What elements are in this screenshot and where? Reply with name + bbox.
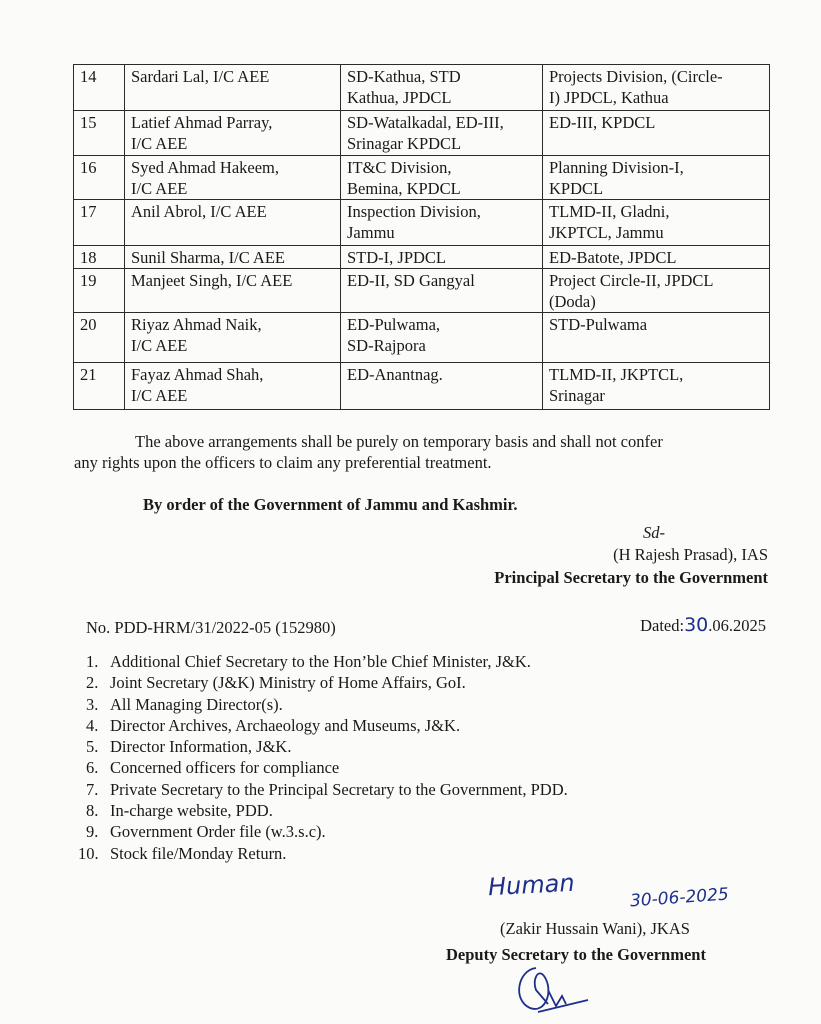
posted-to-cell-line: ED-III, KPDCL [549, 113, 656, 132]
table-row [74, 65, 770, 111]
posted-to-cell-line: TLMD-II, JKPTCL, [549, 365, 684, 384]
copy-to-list [78, 651, 568, 864]
reference-number: No. PDD-HRM/31/2022-05 (152980) [86, 618, 336, 637]
list-item-number: 8. [86, 801, 99, 821]
posted-to-cell-line: ED-Batote, JPDCL [549, 248, 677, 267]
table-row [74, 269, 770, 313]
sd-mark: Sd- [643, 523, 665, 542]
posted-from-cell-line: SD-Rajpora [347, 336, 426, 355]
officer-name-cell [125, 65, 341, 111]
serial-number-cell [74, 363, 125, 410]
list-item [78, 843, 568, 864]
list-item-number: 4. [86, 715, 99, 735]
officer-name-cell-line: Latief Ahmad Parray, [131, 113, 273, 132]
serial-number-cell [74, 111, 125, 156]
list-item [86, 757, 568, 778]
officer-name-cell-line: Fayaz Ahmad Shah, [131, 365, 264, 384]
officer-name-cell [125, 246, 341, 269]
list-item-number: 7. [86, 779, 99, 799]
transfer-table [73, 64, 770, 410]
paragraph-line-2: any rights upon the officers to claim any preferential treatment. [74, 453, 492, 472]
posted-to-cell-line: STD-Pulwama [549, 315, 648, 334]
list-item [86, 736, 568, 757]
posted-to-cell-line: Project Circle-II, JPDCL [549, 271, 714, 290]
posted-from-cell-line: IT&C Division, [347, 158, 452, 177]
serial-number-cell-line: 21 [80, 365, 97, 384]
dated-handwritten-day: 30 [684, 614, 709, 636]
serial-number-cell-line: 19 [80, 271, 97, 290]
list-item [86, 672, 568, 693]
dated-line [640, 614, 766, 637]
posted-from-cell-line: Inspection Division, [347, 202, 481, 221]
officer-name-cell [125, 111, 341, 156]
officer-name-cell-line: I/C AEE [131, 179, 188, 198]
posted-from-cell [341, 200, 543, 246]
posted-to-cell-line: I) JPDCL, Kathua [549, 88, 669, 107]
serial-number-cell-line: 15 [80, 113, 97, 132]
posted-from-cell [341, 363, 543, 410]
posted-to-cell [543, 156, 770, 200]
officer-name-cell [125, 313, 341, 363]
handwritten-signature: Human [487, 868, 576, 902]
officer-name-cell-line: I/C AEE [131, 386, 188, 405]
paragraph-line-1: The above arrangements shall be purely on temporary basis and shall not confer [135, 432, 663, 451]
posted-to-cell [543, 111, 770, 156]
posted-from-cell-line: Bemina, KPDCL [347, 179, 461, 198]
list-item-text: Director Archives, Archaeology and Museums, J&K. [110, 715, 461, 735]
serial-number-cell [74, 65, 125, 111]
table-row [74, 111, 770, 156]
serial-number-cell [74, 200, 125, 246]
serial-number-cell [74, 313, 125, 363]
dated-label: Dated: [640, 616, 685, 635]
posted-from-cell-line: Kathua, JPDCL [347, 88, 452, 107]
list-item-number: 2. [86, 673, 99, 693]
posted-to-cell-line: Planning Division-I, [549, 158, 684, 177]
posted-to-cell-line: JKPTCL, Jammu [549, 223, 664, 242]
list-item-number: 10. [78, 843, 99, 863]
serial-number-cell [74, 156, 125, 200]
list-item-text: Stock file/Monday Return. [110, 843, 287, 863]
table-row [74, 313, 770, 363]
handwritten-date: 30-06-2025 [629, 884, 730, 912]
posted-to-cell-line: (Doda) [549, 292, 596, 311]
posted-to-cell [543, 65, 770, 111]
posted-from-cell-line: ED-Anantnag. [347, 365, 443, 384]
serial-number-cell-line: 18 [80, 248, 97, 267]
posted-from-cell-line: SD-Watalkadal, ED-III, [347, 113, 504, 132]
posted-from-cell [341, 111, 543, 156]
order-line: By order of the Government of Jammu and Kashmir. [143, 495, 518, 514]
posted-to-cell-line: TLMD-II, Gladni, [549, 202, 670, 221]
posted-to-cell [543, 313, 770, 363]
list-item [86, 779, 568, 800]
list-item-text: Joint Secretary (J&K) Ministry of Home Affairs, GoI. [110, 673, 466, 693]
list-item-number: 1. [86, 652, 99, 671]
serial-number-cell-line: 20 [80, 315, 97, 334]
posted-from-cell-line: Jammu [347, 223, 395, 242]
posted-from-cell-line: SD-Kathua, STD [347, 67, 461, 86]
serial-number-cell [74, 269, 125, 313]
posted-to-cell [543, 363, 770, 410]
posted-to-cell-line: KPDCL [549, 179, 604, 198]
list-item [86, 800, 568, 821]
table-row [74, 363, 770, 410]
list-item-number: 3. [86, 694, 99, 714]
list-item-text: All Managing Director(s). [110, 694, 283, 714]
list-item-text: Director Information, J&K. [110, 737, 292, 757]
signatory1-name: (H Rajesh Prasad), IAS [613, 545, 768, 564]
posted-from-cell [341, 269, 543, 313]
serial-number-cell-line: 17 [80, 202, 97, 221]
list-item-number: 6. [86, 758, 99, 778]
posted-to-cell-line: Projects Division, (Circle- [549, 67, 723, 86]
list-item [86, 715, 568, 736]
initials-stamp-icon [508, 960, 598, 1020]
posted-to-cell [543, 200, 770, 246]
serial-number-cell-line: 14 [80, 67, 97, 86]
table-row [74, 156, 770, 200]
list-item-text: Government Order file (w.3.s.c). [110, 822, 326, 842]
table-row [74, 246, 770, 269]
posted-to-cell-line: Srinagar [549, 386, 605, 405]
officer-name-cell-line: Anil Abrol, I/C AEE [131, 202, 267, 221]
officer-name-cell [125, 156, 341, 200]
list-item-text: Concerned officers for compliance [110, 758, 340, 778]
posted-from-cell-line: Srinagar KPDCL [347, 134, 462, 153]
officer-name-cell-line: Riyaz Ahmad Naik, [131, 315, 262, 334]
list-item [86, 651, 568, 672]
list-item-number: 9. [86, 822, 99, 842]
list-item [86, 821, 568, 842]
serial-number-cell [74, 246, 125, 269]
officer-name-cell-line: Sardari Lal, I/C AEE [131, 67, 270, 86]
officer-name-cell-line: I/C AEE [131, 336, 188, 355]
list-item-text: Additional Chief Secretary to the Hon’ble Chief Minister, J&K. [110, 652, 531, 671]
signatory2-designation: Deputy Secretary to the Government [446, 945, 706, 964]
list-item-number: 5. [86, 737, 99, 757]
posted-to-cell [543, 246, 770, 269]
list-item-text: In-charge website, PDD. [110, 801, 273, 821]
posted-from-cell [341, 313, 543, 363]
officer-name-cell-line: Manjeet Singh, I/C AEE [131, 271, 293, 290]
posted-from-cell-line: STD-I, JPDCL [347, 248, 447, 267]
posted-to-cell [543, 269, 770, 313]
officer-name-cell-line: Syed Ahmad Hakeem, [131, 158, 280, 177]
dated-rest: .06.2025 [708, 616, 766, 635]
posted-from-cell [341, 65, 543, 111]
posted-from-cell [341, 246, 543, 269]
posted-from-cell-line: ED-II, SD Gangyal [347, 271, 475, 290]
posted-from-cell [341, 156, 543, 200]
signatory2-name: (Zakir Hussain Wani), JKAS [500, 919, 690, 938]
posted-from-cell-line: ED-Pulwama, [347, 315, 441, 334]
officer-name-cell [125, 269, 341, 313]
officer-name-cell-line: I/C AEE [131, 134, 188, 153]
officer-name-cell-line: Sunil Sharma, I/C AEE [131, 248, 285, 267]
officer-name-cell [125, 200, 341, 246]
table-row [74, 200, 770, 246]
list-item-text: Private Secretary to the Principal Secretary to the Government, PDD. [110, 779, 568, 799]
officer-name-cell [125, 363, 341, 410]
list-item [86, 694, 568, 715]
serial-number-cell-line: 16 [80, 158, 97, 177]
signatory1-designation: Principal Secretary to the Government [494, 568, 768, 587]
